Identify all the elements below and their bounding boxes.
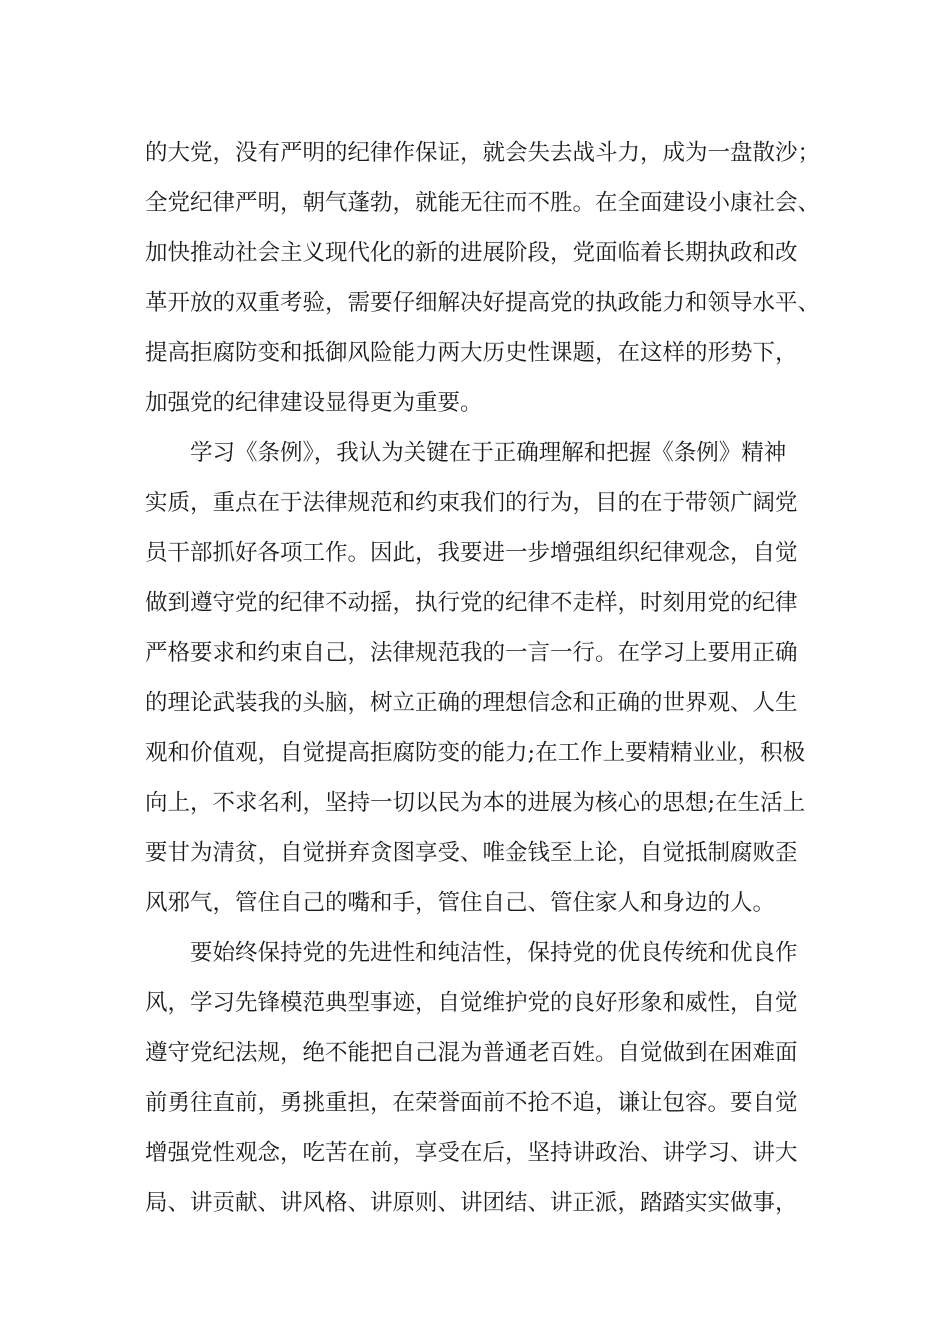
paragraph-3 — [145, 928, 835, 1228]
text-line: 向上，不求名利，坚持一切以民为本的进展为核心的思想;在生活上 — [145, 790, 806, 816]
text-line: 加强党的纪律建设显得更为重要。 — [145, 390, 483, 416]
text-line: 的大党，没有严明的纪律作保证，就会失去战斗力，成为一盘散沙； — [145, 140, 821, 166]
paragraph-1 — [145, 128, 835, 428]
text-line: 革开放的双重考验，需要仔细解决好提高党的执政能力和领导水平、 — [145, 290, 821, 316]
text-line: 加快推动社会主义现代化的新的进展阶段，党面临着长期执政和改 — [145, 240, 798, 266]
body-text — [145, 128, 835, 1228]
text-line: 全党纪律严明，朝气蓬勃，就能无往而不胜。在全面建设小康社会、 — [145, 190, 821, 216]
text-line: 遵守党纪法规，绝不能把自己混为普通老百姓。自觉做到在困难面 — [145, 1040, 798, 1066]
text-line: 学习《条例》，我认为关键在于正确理解和把握《条例》精神 — [190, 440, 787, 466]
text-line: 风，学习先锋模范典型事迹，自觉维护党的良好形象和威性，自觉 — [145, 990, 798, 1016]
text-line: 增强党性观念，吃苦在前，享受在后，坚持讲政治、讲学习、讲大 — [145, 1140, 798, 1166]
text-line: 的理论武装我的头脑，树立正确的理想信念和正确的世界观、人生 — [145, 690, 798, 716]
text-line: 要甘为清贫，自觉拼弃贪图享受、唯金钱至上论，自觉抵制腐败歪 — [145, 840, 798, 866]
text-line: 风邪气，管住自己的嘴和手，管住自己、管住家人和身边的人。 — [145, 890, 776, 916]
text-line: 实质，重点在于法律规范和约束我们的行为，目的在于带领广阔党 — [145, 490, 798, 516]
text-line: 做到遵守党的纪律不动摇，执行党的纪律不走样，时刻用党的纪律 — [145, 590, 798, 616]
text-line: 严格要求和约束自己，法律规范我的一言一行。在学习上要用正确 — [145, 640, 798, 666]
text-line: 局、讲贡献、讲风格、讲原则、讲团结、讲正派，踏踏实实做事， — [145, 1190, 798, 1216]
text-line: 前勇往直前，勇挑重担，在荣誉面前不抢不追，谦让包容。要自觉 — [145, 1090, 798, 1116]
text-line: 要始终保持党的先进性和纯洁性，保持党的优良传统和优良作 — [190, 940, 798, 966]
text-line: 观和价值观，自觉提高拒腐防变的能力;在工作上要精精业业，积极 — [145, 740, 806, 766]
text-line: 员干部抓好各项工作。因此，我要进一步增强组织纪律观念，自觉 — [145, 540, 798, 566]
paragraph-2 — [145, 428, 835, 928]
text-line: 提高拒腐防变和抵御风险能力两大历史性课题，在这样的形势下， — [145, 340, 798, 366]
